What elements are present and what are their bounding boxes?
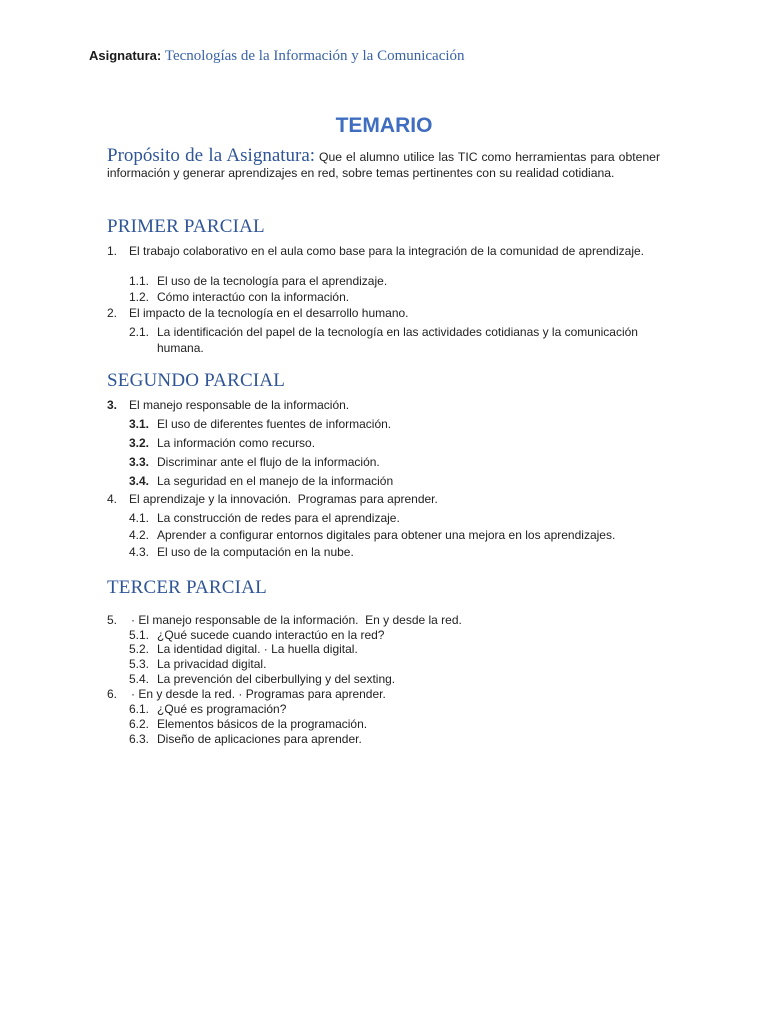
item-number: 3.4.	[129, 474, 150, 488]
list-item-3	[107, 397, 660, 413]
item-text: La identificación del papel de la tecnología en las actividades cotidianas y la comunicación humana.	[157, 325, 638, 355]
list-item-4-1	[129, 510, 659, 526]
item-number: 3.1.	[129, 417, 150, 431]
item-text: · El manejo responsable de la información. En y desde la red.	[131, 613, 462, 627]
item-text: ¿Qué sucede cuando interactúo en la red?	[157, 628, 385, 642]
list-item-6	[107, 686, 660, 702]
list-item-4-2	[129, 527, 669, 543]
item-number: 5.4.	[129, 672, 150, 686]
item-text: La seguridad en el manejo de la información	[157, 474, 394, 488]
list-item-6-1	[129, 701, 659, 717]
list-item-4-3	[129, 544, 659, 560]
item-text: Cómo interactúo con la información.	[157, 290, 350, 304]
item-text: La privacidad digital.	[157, 657, 267, 671]
item-number: 3.2.	[129, 436, 150, 450]
list-item-5-2	[129, 641, 659, 657]
item-text: Diseño de aplicaciones para aprender.	[157, 732, 362, 746]
item-text: La prevención del ciberbullying y del sexting.	[157, 672, 396, 686]
item-text: La identidad digital. · La huella digital.	[157, 642, 358, 656]
list-item-5-3	[129, 656, 659, 672]
item-text: El uso de diferentes fuentes de información.	[157, 417, 392, 431]
list-item-3-3	[129, 454, 659, 470]
item-number: 1.1.	[129, 274, 150, 288]
item-number: 5.3.	[129, 657, 150, 671]
item-text: El trabajo colaborativo en el aula como base para la integración de la comunidad de aprendizaje.	[129, 244, 644, 258]
list-item-4	[107, 491, 660, 507]
item-number: 3.3.	[129, 455, 150, 469]
item-text: Discriminar ante el flujo de la información.	[157, 455, 380, 469]
item-text: La información como recurso.	[157, 436, 316, 450]
subject-label: Asignatura:	[89, 48, 162, 63]
item-number: 4.	[107, 492, 118, 506]
item-text: · En y desde la red. · Programas para aprender.	[131, 687, 386, 701]
section-heading-segundo: SEGUNDO PARCIAL	[107, 370, 286, 391]
section-heading-tercer: TERCER PARCIAL	[107, 577, 267, 598]
subject-line	[89, 48, 465, 65]
purpose-paragraph	[107, 145, 661, 181]
item-number: 6.1.	[129, 702, 150, 716]
item-text: El uso de la tecnología para el aprendizaje.	[157, 274, 388, 288]
item-text: El impacto de la tecnología en el desarrollo humano.	[129, 306, 409, 320]
document-title: TEMARIO	[335, 114, 433, 137]
item-number: 5.2.	[129, 642, 150, 656]
list-item-2-1	[129, 324, 659, 356]
list-item-1	[107, 243, 660, 259]
item-number: 3.	[107, 398, 118, 412]
item-text: La construcción de redes para el aprendizaje.	[157, 511, 400, 525]
item-number: 1.2.	[129, 290, 150, 304]
purpose-label: Propósito de la Asignatura	[107, 145, 310, 166]
purpose-text: Que el alumno utilice las TIC como herramientas para obtener información y generar aprendizajes en red, sobre temas pertinentes con su realidad cotidiana.	[107, 150, 661, 180]
item-number: 5.	[107, 613, 118, 627]
list-item-5-4	[129, 671, 659, 687]
item-text: Elementos básicos de la programación.	[157, 717, 368, 731]
item-number: 5.1.	[129, 628, 150, 642]
item-text: El uso de la computación en la nube.	[157, 545, 354, 559]
item-number: 4.3.	[129, 545, 150, 559]
item-number: 1.	[107, 244, 118, 258]
subject-value: Tecnologías de la Información y la Comunicación	[164, 48, 465, 64]
list-item-1-2	[129, 289, 659, 305]
item-number: 2.1.	[129, 325, 150, 339]
item-number: 6.3.	[129, 732, 150, 746]
list-item-6-3	[129, 731, 659, 747]
item-number: 6.	[107, 687, 118, 701]
list-item-1-1	[129, 273, 659, 289]
list-item-3-1	[129, 416, 659, 432]
list-item-5	[107, 612, 660, 628]
purpose-colon: :	[309, 145, 316, 166]
item-text: Aprender a configurar entornos digitales para obtener una mejora en los aprendizajes.	[157, 528, 616, 542]
item-text: El aprendizaje y la innovación. Programas para aprender.	[129, 492, 438, 506]
list-item-3-4	[129, 473, 659, 489]
list-item-3-2	[129, 435, 659, 451]
item-number: 6.2.	[129, 717, 150, 731]
item-number: 4.2.	[129, 528, 150, 542]
list-item-2	[107, 305, 660, 321]
item-number: 4.1.	[129, 511, 150, 525]
section-heading-primer: PRIMER PARCIAL	[107, 216, 265, 237]
item-number: 2.	[107, 306, 118, 320]
list-item-6-2	[129, 716, 659, 732]
item-text: El manejo responsable de la información.	[129, 398, 350, 412]
item-text: ¿Qué es programación?	[157, 702, 287, 716]
